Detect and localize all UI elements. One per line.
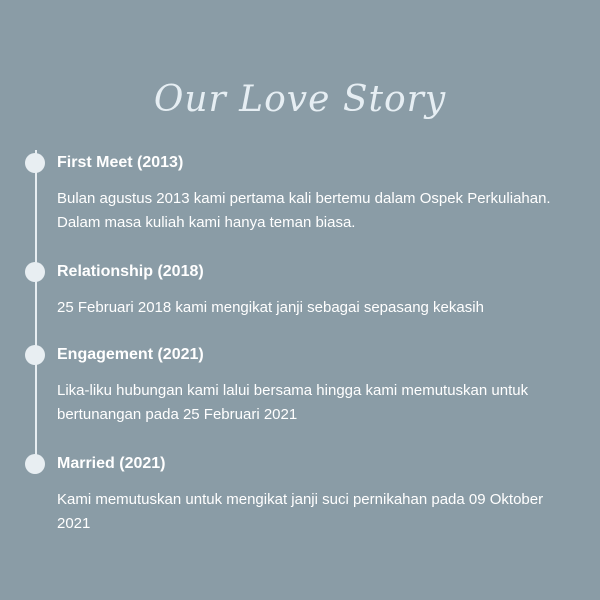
event-description: Bulan agustus 2013 kami pertama kali bertemu dalam Ospek Perkuliahan. Dalam masa kuliah kami hanya teman biasa.	[57, 190, 551, 231]
timeline-dot	[25, 262, 45, 282]
timeline-dot	[25, 345, 45, 365]
event-description: Kami memutuskan untuk mengikat janji suci pernikahan pada 09 Oktober 2021	[57, 491, 544, 532]
event-heading: First Meet (2013)	[57, 154, 184, 171]
page-title: Our Love Story	[153, 79, 447, 120]
event-heading: Relationship (2018)	[57, 263, 204, 280]
timeline-line	[35, 150, 37, 466]
timeline-dot	[25, 153, 45, 173]
timeline-dot	[25, 454, 45, 474]
event-description: Lika-liku hubungan kami lalui bersama hingga kami memutuskan untuk bertunangan pada 25 Februari 2021	[57, 382, 529, 423]
event-description: 25 Februari 2018 kami mengikat janji sebagai sepasang kekasih	[57, 299, 484, 316]
event-heading: Married (2021)	[57, 455, 166, 472]
event-heading: Engagement (2021)	[57, 346, 204, 363]
